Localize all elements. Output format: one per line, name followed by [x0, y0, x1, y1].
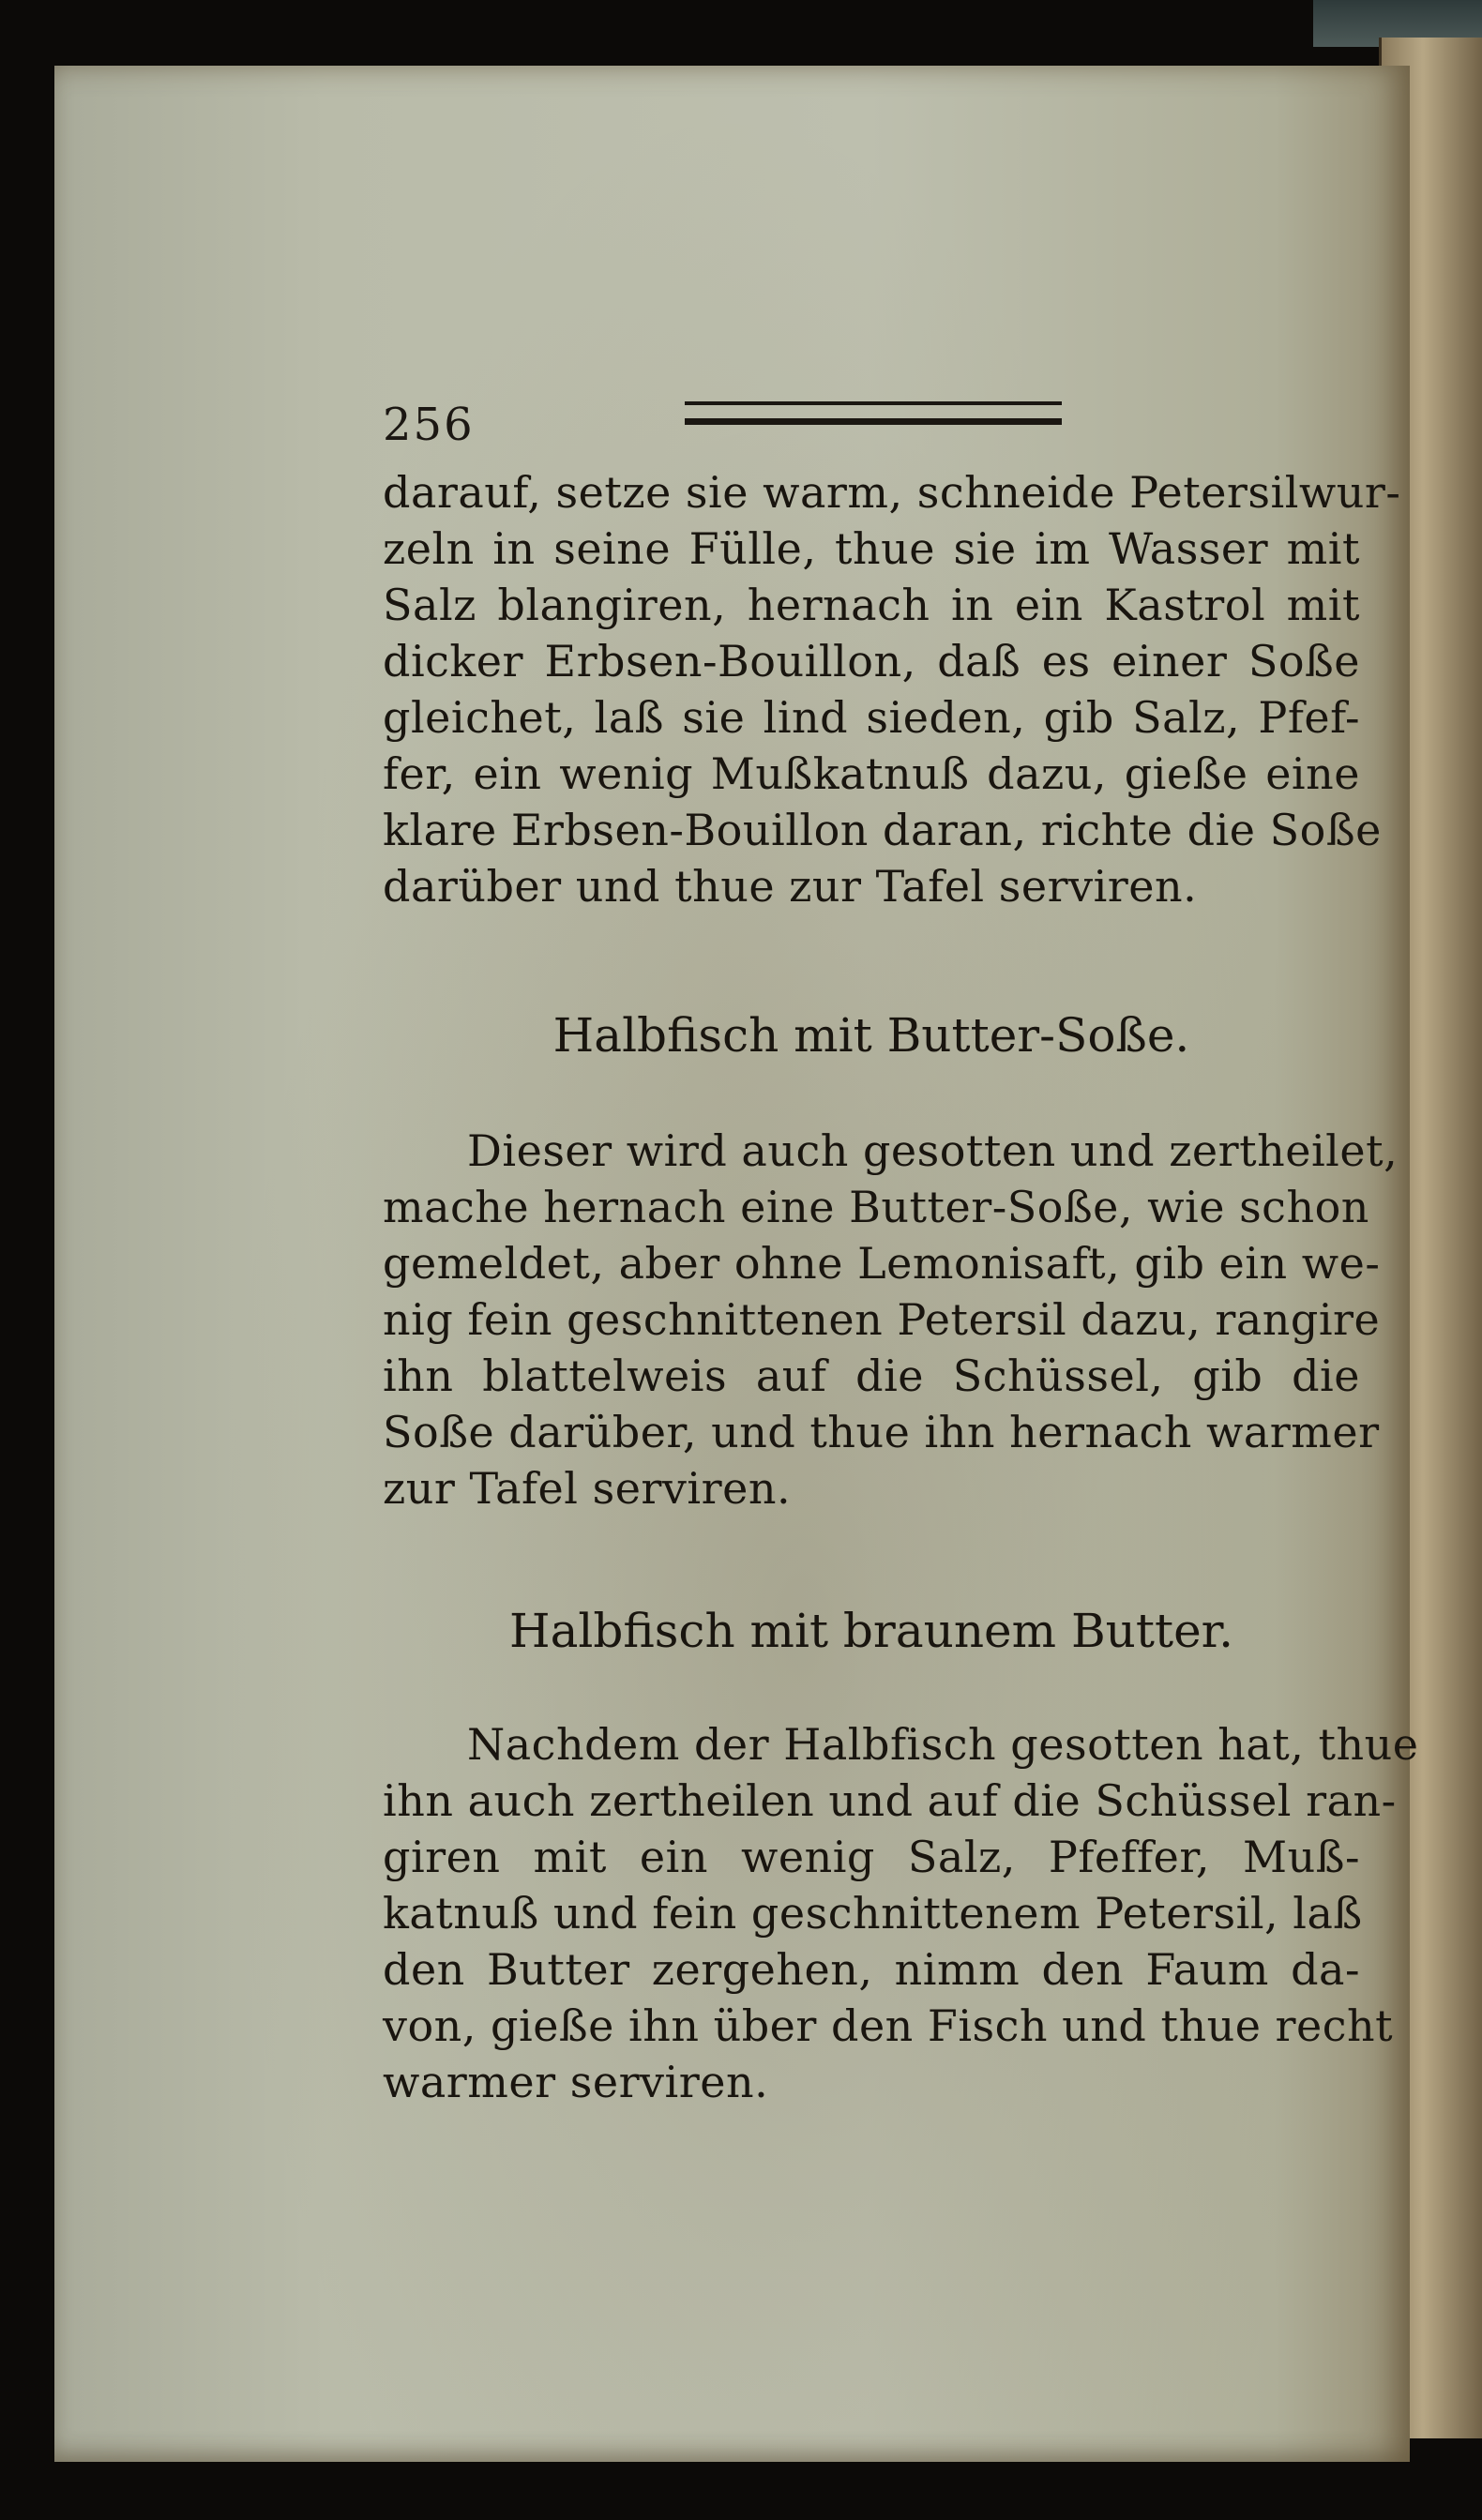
text-line: den Butter zergehen, nimm den Faum da-	[383, 1944, 1360, 1995]
page-number: 256	[383, 399, 475, 451]
text-line: gemeldet, aber ohne Lemonisaft, gib ein we-	[383, 1238, 1381, 1289]
text-line: gleichet, laß sie lind sieden, gib Salz, Pfef-	[383, 692, 1360, 743]
text-line: mache hernach eine Butter-Soße, wie schon	[383, 1182, 1369, 1232]
text-line: klare Erbsen-Bouillon daran, richte die Soße	[383, 805, 1382, 855]
text-line: ihn auch zertheilen und auf die Schüssel ran-	[383, 1775, 1397, 1826]
text-line: dicker Erbsen-Bouillon, daß es einer Soße	[383, 636, 1360, 687]
paragraph-1	[383, 464, 1401, 914]
text-line: Soße darüber, und thue ihn hernach warmer	[383, 1407, 1380, 1457]
text-line: Nachdem der Halbfisch gesotten hat, thue	[467, 1719, 1419, 1770]
text-line: Salz blangiren, hernach in ein Kastrol mit	[383, 580, 1360, 630]
text-line: zur Tafel serviren.	[383, 1463, 792, 1514]
text-line: von, gieße ihn über den Fisch und thue recht	[383, 2000, 1394, 2051]
text-line: Dieser wird auch gesotten und zertheilet,	[467, 1125, 1399, 1176]
text-line: darauf, setze sie warm, schneide Petersilwur-	[383, 467, 1401, 518]
text-line: darüber und thue zur Tafel serviren.	[383, 861, 1198, 912]
text-line: nig fein geschnittenen Petersil dazu, rangire	[383, 1294, 1381, 1345]
section-heading: Halbfisch mit braunem Butter.	[509, 1604, 1233, 1658]
text-line: katnuß und fein geschnittenem Petersil, laß	[383, 1888, 1363, 1939]
text-line: fer, ein wenig Mußkatnuß dazu, gieße eine	[383, 748, 1360, 799]
text-line: giren mit ein wenig Salz, Pfeffer, Muß-	[383, 1832, 1360, 1882]
text-line: warmer serviren.	[383, 2057, 769, 2107]
text-line: ihn blattelweis auf die Schüssel, gib die	[383, 1351, 1360, 1401]
text-line: zeln in seine Fülle, thue sie im Wasser mit	[383, 523, 1360, 574]
paragraph-3	[383, 1716, 1419, 2110]
section-heading: Halbfisch mit Butter-Soße.	[552, 1008, 1190, 1063]
header-rule	[685, 401, 1062, 425]
book-page	[54, 66, 1419, 2462]
paragraph-2	[383, 1123, 1399, 1517]
